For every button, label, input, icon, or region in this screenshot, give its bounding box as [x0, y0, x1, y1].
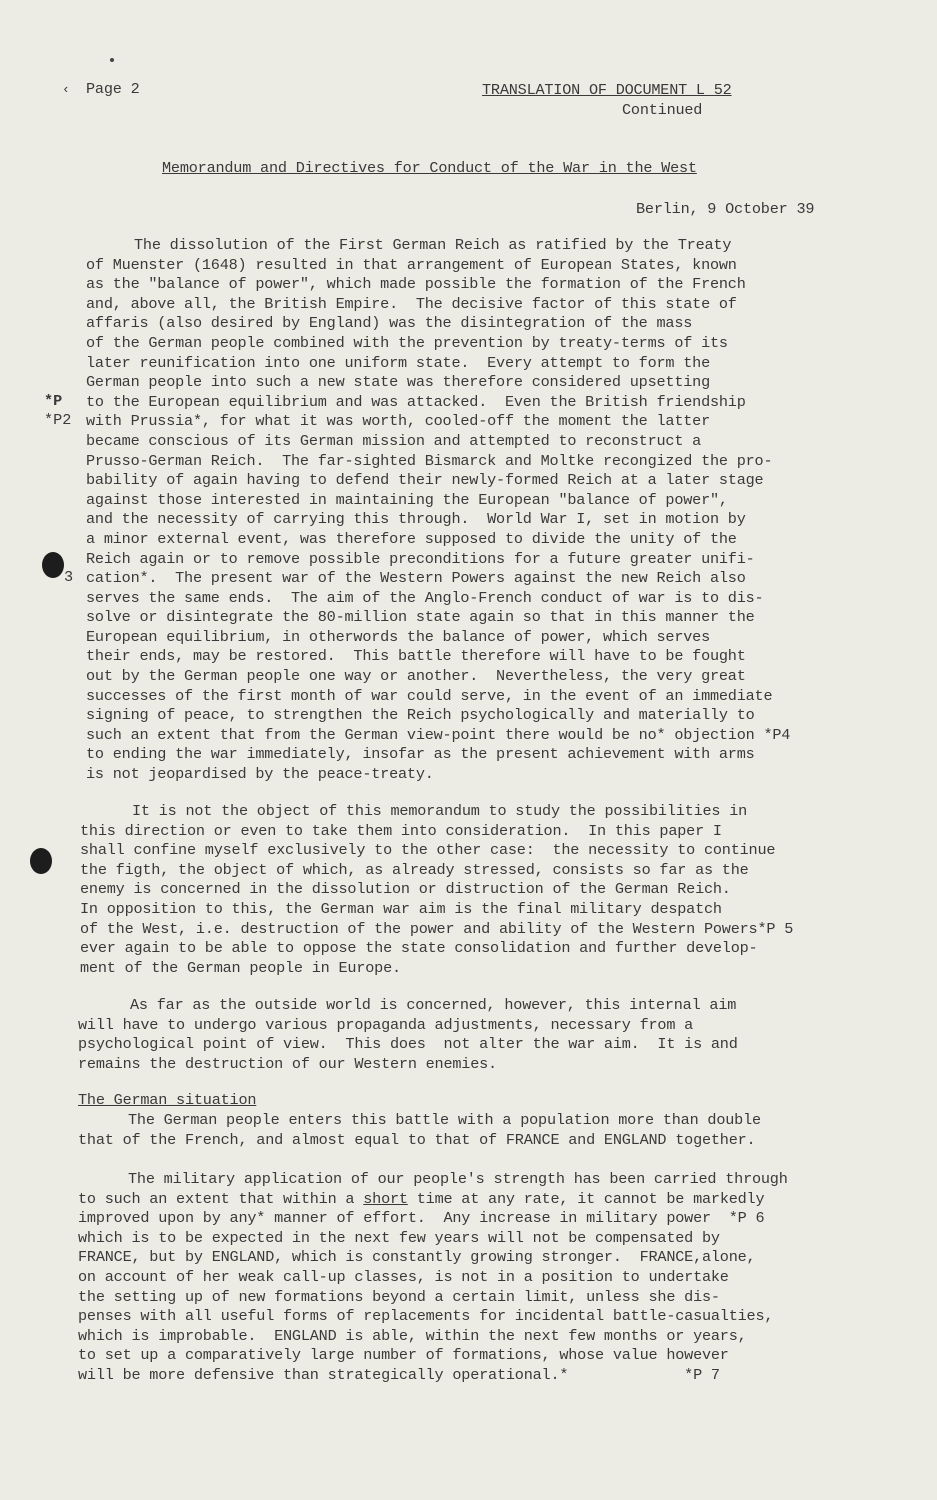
underlined-word: short — [363, 1189, 408, 1208]
paragraph-3 — [78, 996, 738, 1074]
margin-note-p2: *P2 — [44, 411, 72, 429]
text-line — [78, 1190, 788, 1210]
text-line: Prusso-German Reich. The far-sighted Bismarck and Moltke recongized the pro- — [86, 451, 773, 470]
document-title: TRANSLATION OF DOCUMENT L 52 — [482, 81, 732, 99]
text-line: remains the destruction of our Western enemies. — [78, 1054, 497, 1073]
text-line: the figth, the object of which, as already stressed, consists so far as the — [80, 860, 749, 879]
text-line: The military application of our people's strength has been carried through — [128, 1170, 788, 1188]
text-line: serves the same ends. The aim of the Anglo-French conduct of war is to dis- — [86, 588, 764, 607]
text-line: as the "balance of power", which made possible the formation of the French — [86, 275, 746, 294]
text-line: of the German people combined with the prevention by treaty-terms of its — [86, 333, 728, 352]
text-fragment: time at any rate, it cannot be markedly — [407, 1189, 765, 1208]
tick-mark: ‹ — [62, 82, 70, 97]
text-line: this direction or even to take them into consideration. In this paper I — [80, 821, 722, 840]
text-line: to ending the war immediately, insofar as the present achievement with arms — [86, 745, 755, 764]
text-line: affaris (also desired by England) was the disintegration of the mass — [86, 314, 693, 333]
text-line: out by the German people one way or another. Nevertheless, the very great — [86, 667, 746, 686]
text-line: of Muenster (1648) resulted in that arrangement of European States, known — [86, 255, 737, 274]
text-line: European equilibrium, in otherwords the balance of power, which serves — [86, 627, 710, 646]
text-line: to set up a comparatively large number of formations, whose value however — [78, 1346, 729, 1365]
text-fragment: to such an extent that within a — [78, 1189, 364, 1208]
text-line: improved upon by any* manner of effort. Any increase in military power *P 6 — [78, 1209, 765, 1228]
text-line: successes of the first month of war could serve, in the event of an immediate — [86, 686, 773, 705]
text-line: bability of again having to defend their newly-formed Reich at a later stage — [86, 471, 764, 490]
text-line: cation*. The present war of the Western Powers against the new Reich also — [86, 569, 746, 588]
margin-note-p-top: *P — [44, 392, 63, 410]
text-line: to the European equilibrium and was attacked. Even the British friendship — [86, 392, 746, 411]
margin-note-p3: 3 — [64, 568, 74, 586]
text-line: with Prussia*, for what it was worth, cooled-off the moment the latter — [86, 412, 710, 431]
text-line: such an extent that from the German view-point there would be no* objection *P4 — [86, 725, 791, 744]
page-label: Page 2 — [86, 80, 140, 98]
punch-hole-lower — [30, 848, 52, 874]
text-line: enemy is concerned in the dissolution or distruction of the German Reich. — [80, 880, 731, 899]
paragraph-1 — [86, 236, 790, 785]
paragraph-2 — [80, 802, 793, 978]
text-line: FRANCE, but by ENGLAND, which is constantly growing stronger. FRANCE,alone, — [78, 1248, 756, 1267]
text-line: penses with all useful forms of replacements for incidental battle-casualties, — [78, 1307, 774, 1326]
text-line: which is improbable. ENGLAND is able, within the next few months or years, — [78, 1326, 747, 1345]
text-line: will be more defensive than strategically operational.* *P 7 — [78, 1365, 720, 1384]
text-line: that of the French, and almost equal to that of FRANCE and ENGLAND together. — [78, 1130, 756, 1149]
document-continued: Continued — [622, 101, 703, 119]
text-line: later reunification into one uniform state. Every attempt to form the — [86, 353, 710, 372]
ink-dot — [110, 58, 114, 62]
text-line: shall confine myself exclusively to the other case: the necessity to continue — [80, 841, 776, 860]
text-line: As far as the outside world is concerned, however, this internal aim — [130, 996, 737, 1014]
text-line: their ends, may be restored. This battle therefore will have to be fought — [86, 647, 746, 666]
text-line: German people into such a new state was therefore considered upsetting — [86, 373, 710, 392]
text-line: against those interested in maintaining the European "balance of power", — [86, 490, 728, 509]
text-line: It is not the object of this memorandum to study the possibilities in — [132, 802, 748, 820]
section-heading: The German situation — [78, 1091, 257, 1109]
text-line: solve or disintegrate the 80-million state again so that in this manner the — [86, 608, 755, 627]
memorandum-title: Memorandum and Directives for Conduct of the War in the West — [162, 159, 697, 177]
text-line: ment of the German people in Europe. — [80, 958, 401, 977]
text-line: ever again to be able to oppose the state consolidation and further develop- — [80, 939, 758, 958]
text-line: which is to be expected in the next few years will not be compensated by — [78, 1228, 720, 1247]
text-line: on account of her weak call-up classes, is not in a position to undertake — [78, 1267, 729, 1286]
text-line: the setting up of new formations beyond a certain limit, unless she dis- — [78, 1287, 720, 1306]
text-line: psychological point of view. This does not alter the war aim. It is and — [78, 1035, 738, 1054]
text-line: will have to undergo various propaganda adjustments, necessary from a — [78, 1015, 694, 1034]
text-line: of the West, i.e. destruction of the power and ability of the Western Powers*P 5 — [80, 919, 794, 938]
text-line: is not jeopardised by the peace-treaty. — [86, 765, 434, 784]
text-line: In opposition to this, the German war aim is the final military despatch — [80, 899, 722, 918]
punch-hole-upper — [42, 552, 64, 578]
text-line: and the necessity of carrying this through. World War I, set in motion by — [86, 510, 746, 529]
text-line: a minor external event, was therefore supposed to divide the unity of the — [86, 529, 737, 548]
paragraph-5 — [78, 1170, 788, 1386]
text-line: Reich again or to remove possible preconditions for a future greater unifi- — [86, 549, 755, 568]
text-line: The German people enters this battle with a population more than double — [128, 1111, 761, 1129]
text-line: signing of peace, to strengthen the Reich psychologically and materially to — [86, 706, 755, 725]
text-line: became conscious of its German mission and attempted to reconstruct a — [86, 431, 702, 450]
dateline: Berlin, 9 October 39 — [636, 200, 815, 218]
paragraph-4 — [78, 1111, 761, 1150]
text-line: The dissolution of the First German Reich as ratified by the Treaty — [134, 236, 732, 254]
text-line: and, above all, the British Empire. The decisive factor of this state of — [86, 294, 737, 313]
